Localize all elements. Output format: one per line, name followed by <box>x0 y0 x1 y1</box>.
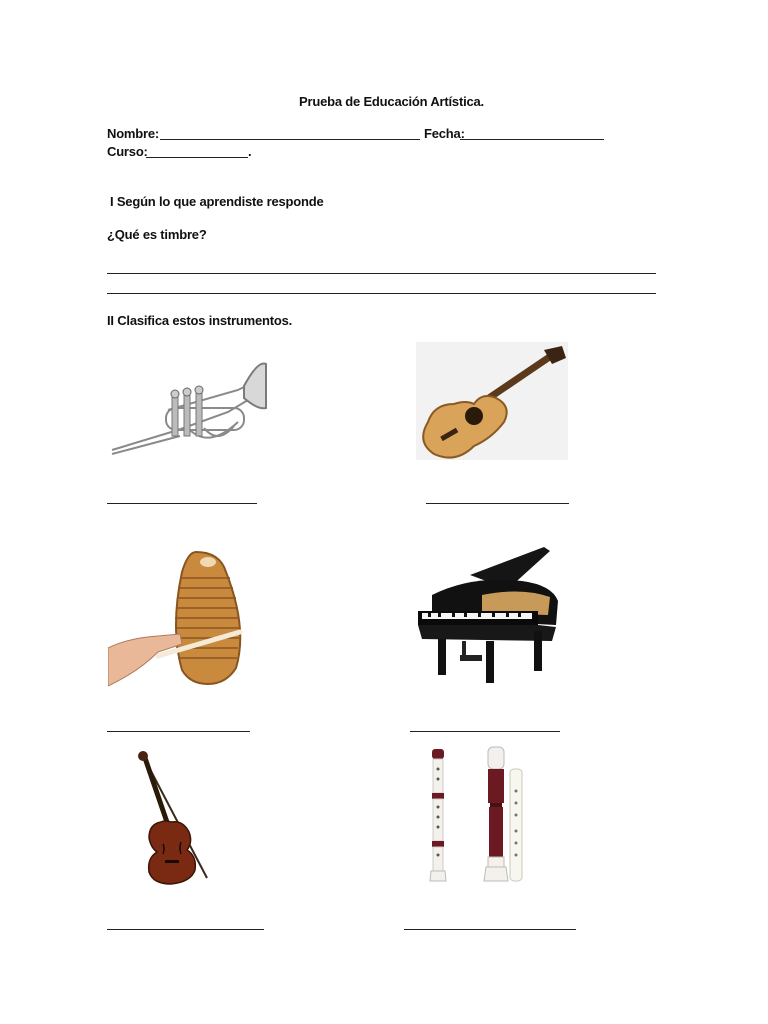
trumpet-answer-line[interactable] <box>107 503 257 504</box>
violin-icon <box>135 748 215 888</box>
guitar-answer-line[interactable] <box>426 503 569 504</box>
guiro-answer-line[interactable] <box>107 731 250 732</box>
fecha-label: Fecha: <box>424 126 465 141</box>
timbre-question: ¿Qué es timbre? <box>107 227 207 242</box>
nombre-label: Nombre: <box>107 126 160 141</box>
curso-label: Curso: <box>107 144 148 159</box>
page-title: Prueba de Educación Artística. <box>299 94 484 109</box>
nombre-answer-line[interactable] <box>160 139 420 140</box>
curso-answer-line[interactable] <box>146 157 248 158</box>
fecha-answer-line[interactable] <box>460 139 604 140</box>
answer-line-1[interactable] <box>107 273 656 274</box>
answer-line-2[interactable] <box>107 293 656 294</box>
guiro-icon <box>108 548 248 688</box>
recorder-icon <box>426 745 526 885</box>
section-one-heading: I Según lo que aprendiste responde <box>110 194 324 209</box>
violin-answer-line[interactable] <box>107 929 264 930</box>
recorder-answer-line[interactable] <box>404 929 576 930</box>
curso-period: . <box>248 144 252 159</box>
piano-answer-line[interactable] <box>410 731 560 732</box>
piano-icon <box>412 545 562 690</box>
guitar-icon <box>416 342 568 460</box>
trumpet-icon <box>108 350 268 465</box>
section-two-heading: II Clasifica estos instrumentos. <box>107 313 293 328</box>
